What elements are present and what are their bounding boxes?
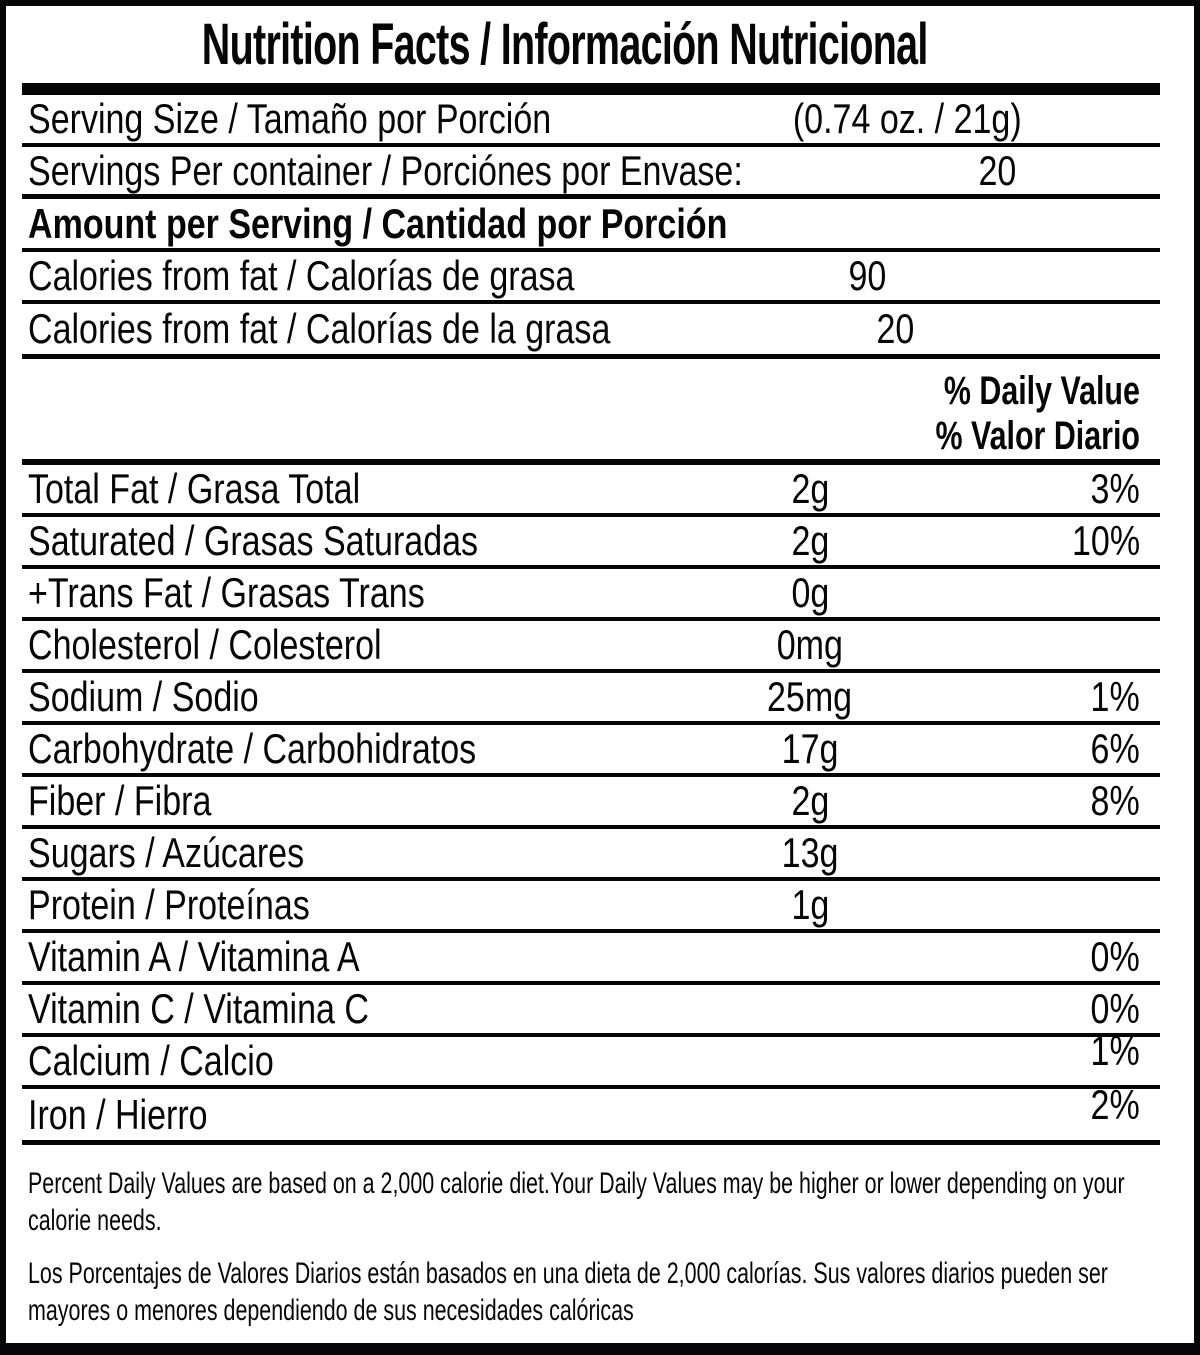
row-label: Carbohydrate / Carbohidratos — [28, 725, 477, 772]
row-percent: 10% — [1071, 517, 1140, 564]
row-amount — [610, 933, 1010, 981]
row-percent — [1010, 569, 1160, 617]
row-amount — [610, 1091, 1010, 1139]
row-amount: 25mg — [767, 673, 853, 720]
row-label: Saturated / Grasas Saturadas — [28, 517, 479, 564]
table-row — [22, 1080, 1160, 1145]
row-percent — [1033, 252, 1160, 300]
serving-size-value: (0.74 oz. / 21g) — [792, 95, 1022, 142]
footnotes — [22, 1165, 1160, 1329]
row-amount — [610, 985, 1010, 1033]
serving-size-row — [22, 95, 1160, 147]
row-label: Sodium / Sodio — [28, 673, 259, 720]
row-amount: 90 — [848, 252, 887, 299]
row-amount: 20 — [876, 305, 915, 352]
row-percent: 8% — [1090, 777, 1140, 824]
row-amount: 0g — [791, 569, 829, 616]
row-label: Iron / Hierro — [28, 1090, 208, 1138]
row-percent — [1044, 305, 1160, 353]
page-title: Nutrition Facts / Información Nutricional — [202, 12, 928, 77]
row-amount: 0mg — [776, 621, 844, 668]
servings-per-container-row — [22, 147, 1160, 199]
daily-value-heading-es: % Valor Diario — [935, 414, 1140, 458]
row-percent: 0% — [1090, 985, 1140, 1032]
table-row — [22, 985, 1160, 1037]
row-label: Total Fat / Grasa Total — [28, 465, 361, 512]
servings-per-container-value: 20 — [978, 146, 1016, 194]
table-row — [22, 777, 1160, 829]
row-amount: 2g — [791, 517, 829, 564]
amount-per-serving-heading-row — [22, 199, 1160, 252]
row-percent: 6% — [1090, 725, 1140, 772]
row-label: Calories from fat / Calorías de la grasa — [28, 305, 611, 352]
row-label: Fiber / Fibra — [28, 777, 212, 824]
row-percent: 1% — [1090, 1027, 1140, 1074]
table-row — [22, 881, 1160, 933]
daily-value-heading-block — [22, 359, 1160, 465]
row-amount: 13g — [781, 829, 839, 876]
table-row — [22, 1027, 1160, 1089]
daily-value-heading-en: % Daily Value — [943, 369, 1140, 413]
row-amount: 2g — [791, 777, 829, 824]
amount-per-serving-heading: Amount per Serving / Cantidad por Porción — [28, 199, 728, 247]
title-area — [22, 6, 1108, 83]
row-percent: 3% — [1090, 465, 1140, 512]
row-label: Vitamin C / Vitamina C — [28, 985, 369, 1032]
row-percent: 0% — [1090, 933, 1140, 980]
serving-size-label: Serving Size / Tamaño por Porción — [28, 95, 552, 142]
row-label: Cholesterol / Colesterol — [28, 621, 382, 668]
row-label: Protein / Proteínas — [28, 881, 310, 928]
table-row — [22, 673, 1160, 725]
row-label: +Trans Fat / Grasas Trans — [28, 569, 425, 616]
row-percent: 2% — [1090, 1080, 1140, 1128]
table-row — [22, 465, 1160, 517]
nutrients-section — [22, 465, 1160, 1145]
table-row — [22, 725, 1160, 777]
label-content — [22, 6, 1160, 1329]
table-row — [22, 517, 1160, 569]
row-label: Sugars / Azúcares — [28, 829, 305, 876]
table-row — [22, 621, 1160, 673]
row-percent — [1010, 881, 1160, 929]
calories-section — [22, 252, 1160, 359]
table-row — [22, 933, 1160, 985]
row-label: Vitamin A / Vitamina A — [28, 933, 360, 980]
row-percent — [1010, 621, 1160, 669]
footnote-es: Los Porcentajes de Valores Diarios están basados en una dieta de 2,000 calorías. Sus valores diarios pueden ser mayores o menores dependiendo de sus necesidades calóricas — [28, 1257, 1108, 1327]
table-row — [22, 252, 1160, 304]
table-row — [22, 569, 1160, 621]
servings-per-container-label: Servings Per container / Porciónes por Envase: — [28, 146, 743, 194]
row-percent: 1% — [1090, 673, 1140, 720]
row-label: Calcium / Calcio — [28, 1037, 274, 1084]
row-amount: 17g — [781, 725, 839, 772]
row-amount: 2g — [791, 465, 829, 512]
table-row — [22, 829, 1160, 881]
title-divider-bar — [22, 83, 1160, 95]
footnote-en: Percent Daily Values are based on a 2,000 calorie diet.Your Daily Values may be higher or lower depending on your calorie needs. — [28, 1167, 1125, 1237]
row-percent — [1010, 829, 1160, 877]
row-label: Calories from fat / Calorías de grasa — [28, 252, 575, 299]
row-amount: 1g — [791, 881, 829, 928]
table-row — [22, 304, 1160, 359]
row-amount — [610, 1037, 1010, 1085]
